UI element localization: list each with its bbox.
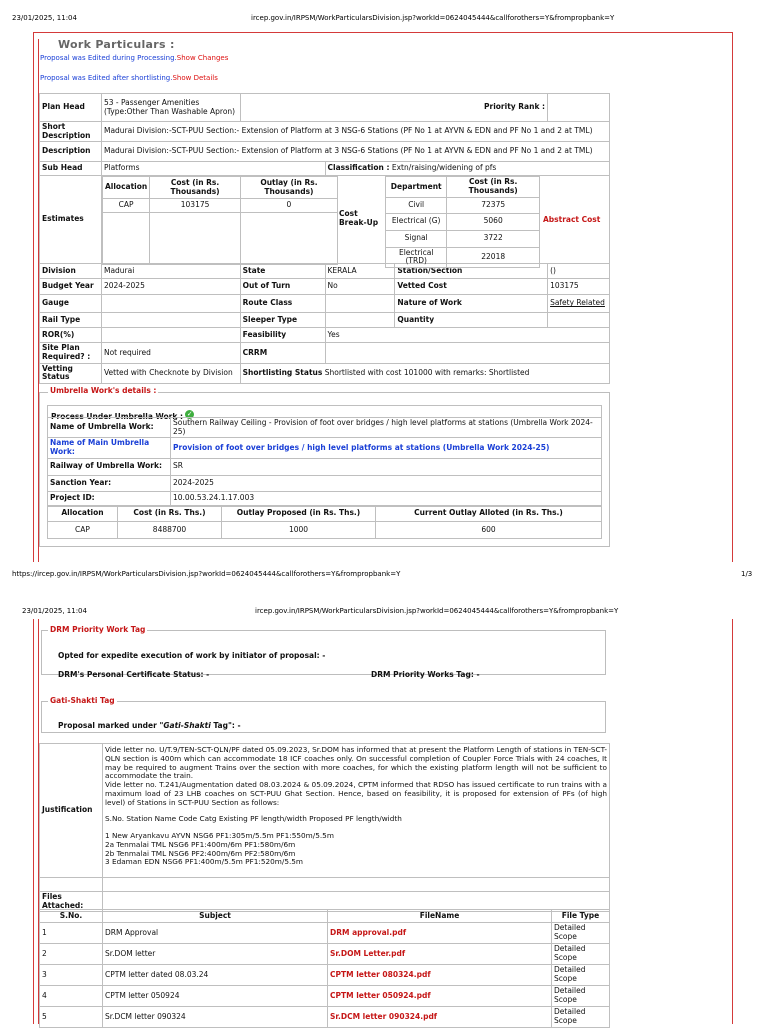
allocation-value: CAP xyxy=(102,199,149,213)
file-type: Detailed Scope xyxy=(552,986,610,1007)
drm-opted-text: Opted for expedite execution of work by initiator of proposal: - xyxy=(58,651,326,660)
file-link[interactable]: DRM approval.pdf xyxy=(328,923,552,944)
detail-value xyxy=(548,313,610,328)
umbrella-cost-header: Current Outlay Alloted (in Rs. Ths.) xyxy=(376,506,602,522)
justification-table xyxy=(39,743,610,912)
detail-value: 2024-2025 xyxy=(101,279,240,295)
detail-label: CRRM xyxy=(240,343,325,363)
outlay-header: Outlay (in Rs. Thousands) xyxy=(240,177,337,199)
detail-value: Yes xyxy=(325,328,610,343)
file-link[interactable]: Sr.DCM letter 090324.pdf xyxy=(328,1007,552,1028)
classification-value: Extn/raising/widening of pfs xyxy=(391,163,497,173)
detail-label: Feasibility xyxy=(240,328,325,343)
page-2-frame xyxy=(33,619,733,1024)
shortlisting-status-value: Shortlisted with cost 101000 with remarks: Shortlisted xyxy=(324,367,530,377)
justification-label: Justification xyxy=(40,744,103,878)
file-sno: 3 xyxy=(40,965,103,986)
dept-name: Electrical (TRD) xyxy=(385,247,446,267)
umbrella-railway-label: Railway of Umbrella Work: xyxy=(48,458,171,475)
umbrella-name-label: Name of Umbrella Work: xyxy=(48,418,171,438)
file-subject: CPTM letter dated 08.03.24 xyxy=(103,965,328,986)
description-value: Madurai Division:-SCT-PUU Section:- Extension of Platform at 3 NSG-6 Stations (PF No 1 at AYVN & EDN and PF No 1 and 2 at TML) xyxy=(101,142,609,162)
umbrella-cost-cell: 8488700 xyxy=(118,522,222,539)
drm-priority-works-tag: DRM Priority Works Tag: - xyxy=(371,670,480,679)
dept-cost: 72375 xyxy=(447,197,540,213)
classification-label: Classification : xyxy=(327,163,390,173)
sanction-year-label: Sanction Year: xyxy=(48,475,171,491)
plan-head-value: 53 - Passenger Amenities (Type:Other Than Washable Apron) xyxy=(101,94,240,122)
gati-shakti-text: Proposal marked under "Gati-Shakti Tag": - xyxy=(58,721,241,730)
detail-label: Vetted Cost xyxy=(395,279,548,295)
detail-label: Out of Turn xyxy=(240,279,325,295)
cost-breakup-table xyxy=(385,176,540,268)
description-label: Description xyxy=(40,142,102,162)
detail-label: State xyxy=(240,264,325,279)
detail-value: () xyxy=(548,264,610,279)
project-id-label: Project ID: xyxy=(48,491,171,506)
priority-rank-label: Priority Rank : xyxy=(240,94,547,122)
sanction-year-value: 2024-2025 xyxy=(171,475,602,491)
files-header: FileName xyxy=(328,910,552,923)
detail-value: Safety Related xyxy=(548,295,610,313)
detail-label: Quantity xyxy=(395,313,548,328)
print-datetime: 23/01/2025, 11:04 xyxy=(12,14,77,22)
detail-label: Station/Section xyxy=(395,264,548,279)
detail-label: Rail Type xyxy=(40,313,102,328)
files-attached-label: Files Attached: xyxy=(40,892,103,912)
detail-label: Site Plan Required? : xyxy=(40,343,102,363)
file-row xyxy=(40,923,610,944)
vetting-status-label: Vetting Status xyxy=(40,363,102,383)
show-details-link[interactable]: Show Details xyxy=(172,74,218,82)
umbrella-railway-value: SR xyxy=(171,458,602,475)
cost-header: Cost (in Rs. Thousands) xyxy=(150,177,241,199)
file-link[interactable]: CPTM letter 050924.pdf xyxy=(328,986,552,1007)
umbrella-cost-cell: CAP xyxy=(48,522,118,539)
shortlisting-status-label: Shortlisting Status xyxy=(242,367,323,377)
outlay-value: 0 xyxy=(240,199,337,213)
umbrella-name-value: Southern Railway Ceiling - Provision of foot over bridges / high level platforms at stations (Umbrella Work 2024-25) xyxy=(171,418,602,438)
detail-label: Budget Year xyxy=(40,279,102,295)
show-changes-link[interactable]: Show Changes xyxy=(176,54,229,62)
check-circle-icon: ✓ xyxy=(186,409,193,418)
gati-shakti-legend: Gati-Shakti Tag xyxy=(50,696,115,705)
file-subject: Sr.DOM letter xyxy=(103,944,328,965)
umbrella-cost-cell: 1000 xyxy=(222,522,376,539)
file-row xyxy=(40,986,610,1007)
umbrella-cost-cell: 600 xyxy=(376,522,602,539)
file-type: Detailed Scope xyxy=(552,923,610,944)
detail-value xyxy=(325,343,610,363)
file-row xyxy=(40,965,610,986)
cost-value: 103175 xyxy=(150,199,241,213)
allocation-header: Allocation xyxy=(102,177,149,199)
short-description-label: Short Description xyxy=(40,122,102,142)
dept-name: Signal xyxy=(385,230,446,247)
main-umbrella-label: Name of Main Umbrella Work: xyxy=(48,438,171,458)
page-title: Work Particulars : xyxy=(58,38,175,51)
dept-cost: 22018 xyxy=(447,247,540,267)
justification-text: Vide letter no. U/T.9/TEN-SCT-QLN/PF dated 05.09.2023, Sr.DOM has informed that at present the Platform Length of stations in TEN-SCT-QLN section is 400m which can accommodate 18 ICF coaches only. On successful completion of Coupler Force Trials with 24 coaches, It may be required to augment Trains over the section with more coaches, for which the existing platform length will not be sufficient to accommodate the train. Vide letter no. T.241/Augmentation dated 08.03.2024 & 05.09.2024, CPTM informed that RDSO has issued certificate to run trains with a maximum load of 23 LHB coaches on SCT-PUU Ghat Section. Hence, based on feasibility, it is proposed for extension of PFs (of high level) of Stations in SCT-PUU Section as follows: S.No. Station Name Code Catg Existing PF length/width Proposed PF length/width 1 New Aryankavu AYVN NSG6 PF1:305m/5.5m PF1:550m/5.5m 2a Tenmalai TML NSG6 PF1:400m/6m PF1:580m/6m 2b Tenmalai TML NSG6 PF2:400m/6m PF2:580m/6m 3 Edaman EDN NSG6 PF1:400m/5.5m PF1:520m/5.5m xyxy=(103,744,610,878)
detail-label: Sleeper Type xyxy=(240,313,325,328)
dept-cost: 3722 xyxy=(447,230,540,247)
file-row xyxy=(40,944,610,965)
print-url: ircep.gov.in/IRPSM/WorkParticularsDivision.jsp?workId=0624045444&callforothers=Y&frompropbank=Y xyxy=(255,607,619,615)
project-id-value: 10.00.53.24.1.17.003 xyxy=(171,491,602,506)
print-url: ircep.gov.in/IRPSM/WorkParticularsDivision.jsp?workId=0624045444&callforothers=Y&frompropbank=Y xyxy=(251,14,615,22)
detail-value: 103175 xyxy=(548,279,610,295)
detail-value: KERALA xyxy=(325,264,395,279)
vetting-status-value: Vetted with Checknote by Division xyxy=(101,363,240,383)
detail-label: Route Class xyxy=(240,295,325,313)
dept-cost-header: Cost (in Rs. Thousands) xyxy=(447,177,540,197)
process-umbrella-row: Process Under Umbrella Work : ✓ xyxy=(47,405,602,428)
file-link[interactable]: Sr.DOM Letter.pdf xyxy=(328,944,552,965)
work-particulars-table xyxy=(39,93,610,384)
edit-note-processing: Proposal was Edited during Processing.Show Changes xyxy=(40,54,229,62)
files-table xyxy=(39,909,610,1028)
detail-label: Nature of Work xyxy=(395,295,548,313)
dept-cost: 5060 xyxy=(447,213,540,230)
drm-certificate-status: DRM's Personal Certificate Status: - xyxy=(58,670,210,679)
estimates-label: Estimates xyxy=(40,176,102,264)
print-datetime: 23/01/2025, 11:04 xyxy=(22,607,87,615)
drm-priority-legend: DRM Priority Work Tag xyxy=(50,625,146,634)
main-umbrella-value: Provision of foot over bridges / high level platforms at stations (Umbrella Work 2024-25) xyxy=(171,438,602,458)
plan-head-label: Plan Head xyxy=(40,94,102,122)
page-1-frame xyxy=(33,32,733,562)
department-header: Department xyxy=(385,177,446,197)
detail-value: Madurai xyxy=(101,264,240,279)
files-header: File Type xyxy=(552,910,610,923)
detail-label: Gauge xyxy=(40,295,102,313)
file-sno: 1 xyxy=(40,923,103,944)
detail-label: ROR(%) xyxy=(40,328,102,343)
files-header: Subject xyxy=(103,910,328,923)
umbrella-work-table xyxy=(47,417,602,507)
dept-name: Electrical (G) xyxy=(385,213,446,230)
page-number: 1/3 xyxy=(741,570,753,578)
detail-value: No xyxy=(325,279,395,295)
footer-url: https://ircep.gov.in/IRPSM/WorkParticularsDivision.jsp?workId=0624045444&callforothers=Y&frompropbank=Y xyxy=(12,570,401,578)
detail-label: Division xyxy=(40,264,102,279)
files-header: S.No. xyxy=(40,910,103,923)
sub-head-value: Platforms xyxy=(101,162,325,176)
cost-breakup-label: Cost Break-Up xyxy=(338,209,379,227)
umbrella-work-legend: Umbrella Work's details : xyxy=(50,386,157,395)
file-subject: Sr.DCM letter 090324 xyxy=(103,1007,328,1028)
detail-value xyxy=(325,313,395,328)
detail-value xyxy=(101,328,240,343)
dept-name: Civil xyxy=(385,197,446,213)
edit-note-shortlisting: Proposal was Edited after shortlisting.Show Details xyxy=(40,74,218,82)
file-subject: DRM Approval xyxy=(103,923,328,944)
umbrella-cost-header: Cost (in Rs. Ths.) xyxy=(118,506,222,522)
short-description-value: Madurai Division:-SCT-PUU Section:- Extension of Platform at 3 NSG-6 Stations (PF No 1 at AYVN & EDN and PF No 1 and 2 at TML) xyxy=(101,122,609,142)
file-row xyxy=(40,1007,610,1028)
umbrella-cost-header: Outlay Proposed (in Rs. Ths.) xyxy=(222,506,376,522)
file-type: Detailed Scope xyxy=(552,944,610,965)
file-subject: CPTM letter 050924 xyxy=(103,986,328,1007)
file-sno: 4 xyxy=(40,986,103,1007)
abstract-cost-link[interactable]: Abstract Cost xyxy=(542,215,601,225)
file-type: Detailed Scope xyxy=(552,965,610,986)
detail-value: Not required xyxy=(101,343,240,363)
file-sno: 5 xyxy=(40,1007,103,1028)
detail-value xyxy=(325,295,395,313)
file-link[interactable]: CPTM letter 080324.pdf xyxy=(328,965,552,986)
sub-head-label: Sub Head xyxy=(40,162,102,176)
file-type: Detailed Scope xyxy=(552,1007,610,1028)
umbrella-cost-table xyxy=(47,505,602,539)
detail-value xyxy=(101,295,240,313)
allocation-table xyxy=(102,176,338,265)
file-sno: 2 xyxy=(40,944,103,965)
umbrella-cost-header: Allocation xyxy=(48,506,118,522)
detail-value xyxy=(101,313,240,328)
